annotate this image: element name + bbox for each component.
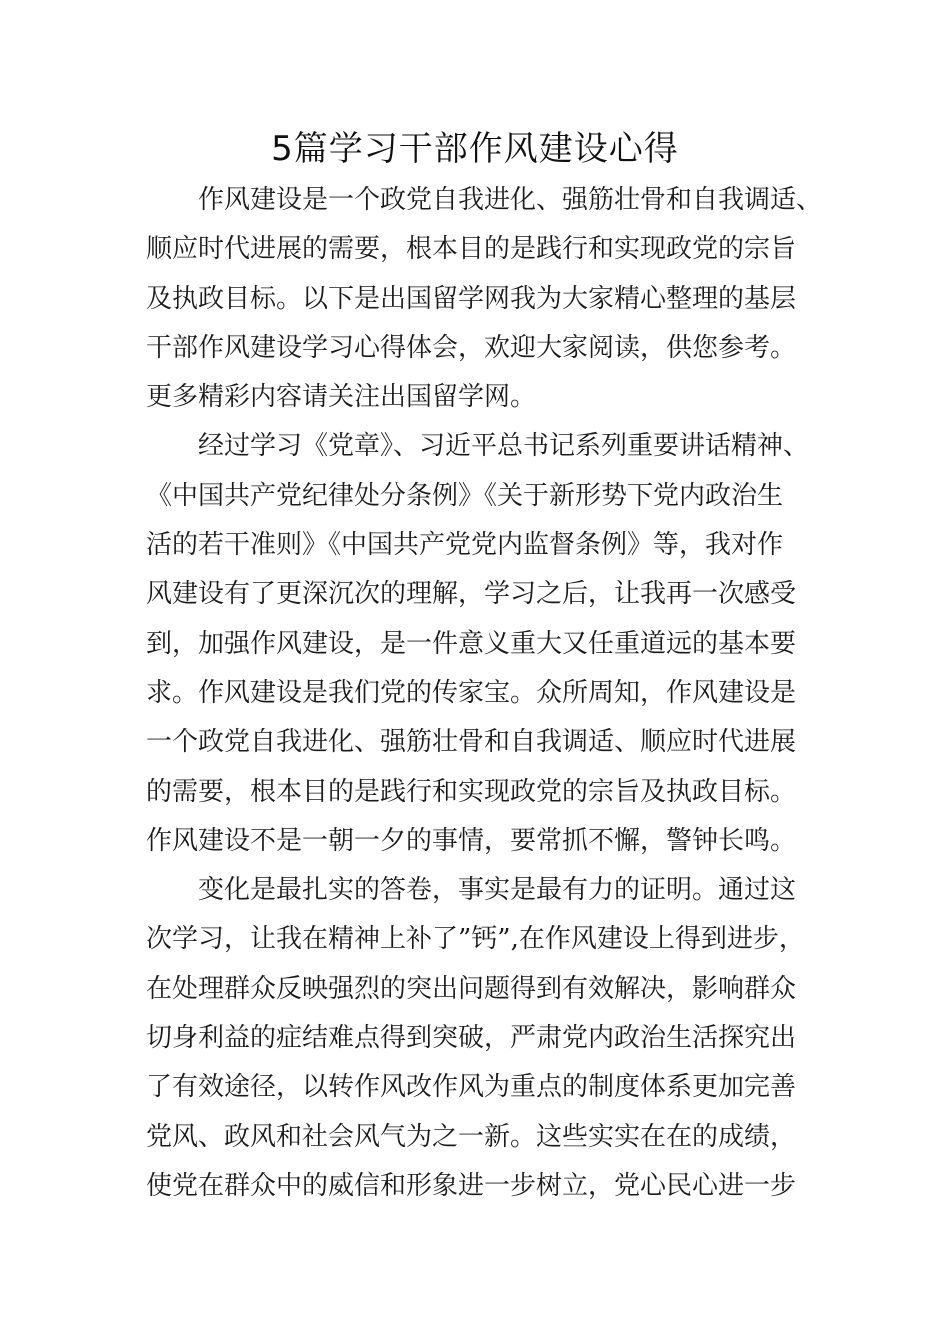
- paragraph-line: 及执政目标。以下是出国留学网我为大家精心整理的基层: [146, 283, 797, 314]
- paragraph-line: 变化是最扎实的答卷，事实是最有力的证明。通过这: [198, 875, 797, 906]
- paragraph-line: 作风建设是一个政党自我进化、强筋壮骨和自我调适、: [198, 185, 823, 215]
- paragraph-line: 了有效途径，以转作风改作风为重点的制度体系更加完善: [146, 1072, 797, 1103]
- paragraph-line: 更多精彩内容请关注出国留学网。: [146, 382, 537, 413]
- paragraph-line: 次学习，让我在精神上补了”钙”,在作风建设上得到进步，: [146, 924, 805, 955]
- paragraph-line: 到，加强作风建设，是一件意义重大又任重道远的基本要: [146, 628, 797, 659]
- paragraph-line: 干部作风建设学习心得体会，欢迎大家阅读，供您参考。: [146, 332, 797, 363]
- paragraph-line: 风建设有了更深沉次的理解，学习之后，让我再一次感受: [146, 579, 797, 610]
- document-title: 5篇学习干部作风建设心得: [271, 129, 679, 169]
- paragraph-line: 的需要，根本目的是践行和实现政党的宗旨及执政目标。: [146, 776, 797, 807]
- paragraph-line: 切身利益的症结难点得到突破，严肃党内政治生活探究出: [146, 1023, 797, 1054]
- paragraph-line: 活的若干准则》《中国共产党党内监督条例》等，我对作: [146, 530, 784, 561]
- document-body: [146, 176, 823, 1211]
- paragraph-line: 党风、政风和社会风气为之一新。这些实实在在的成绩，: [146, 1121, 797, 1152]
- paragraph-line: 求。作风建设是我们党的传家宝。众所周知，作风建设是: [146, 677, 797, 708]
- paragraph-line: 顺应时代进展的需要，根本目的是践行和实现政党的宗旨: [146, 234, 797, 265]
- paragraph-line: 一个政党自我进化、强筋壮骨和自我调适、顺应时代进展: [146, 727, 797, 758]
- paragraph-line: 使党在群众中的威信和形象进一步树立，党心民心进一步: [146, 1170, 797, 1201]
- paragraph-line: 经过学习《党章》、习近平总书记系列重要讲话精神、: [198, 431, 810, 462]
- paragraph-line: 作风建设不是一朝一夕的事情，要常抓不懈，警钟长鸣。: [146, 825, 797, 856]
- paragraph-line: 在处理群众反映强烈的突出问题得到有效解决，影响群众: [146, 973, 797, 1004]
- paragraph-line: 《中国共产党纪律处分条例》《关于新形势下党内政治生: [146, 480, 784, 511]
